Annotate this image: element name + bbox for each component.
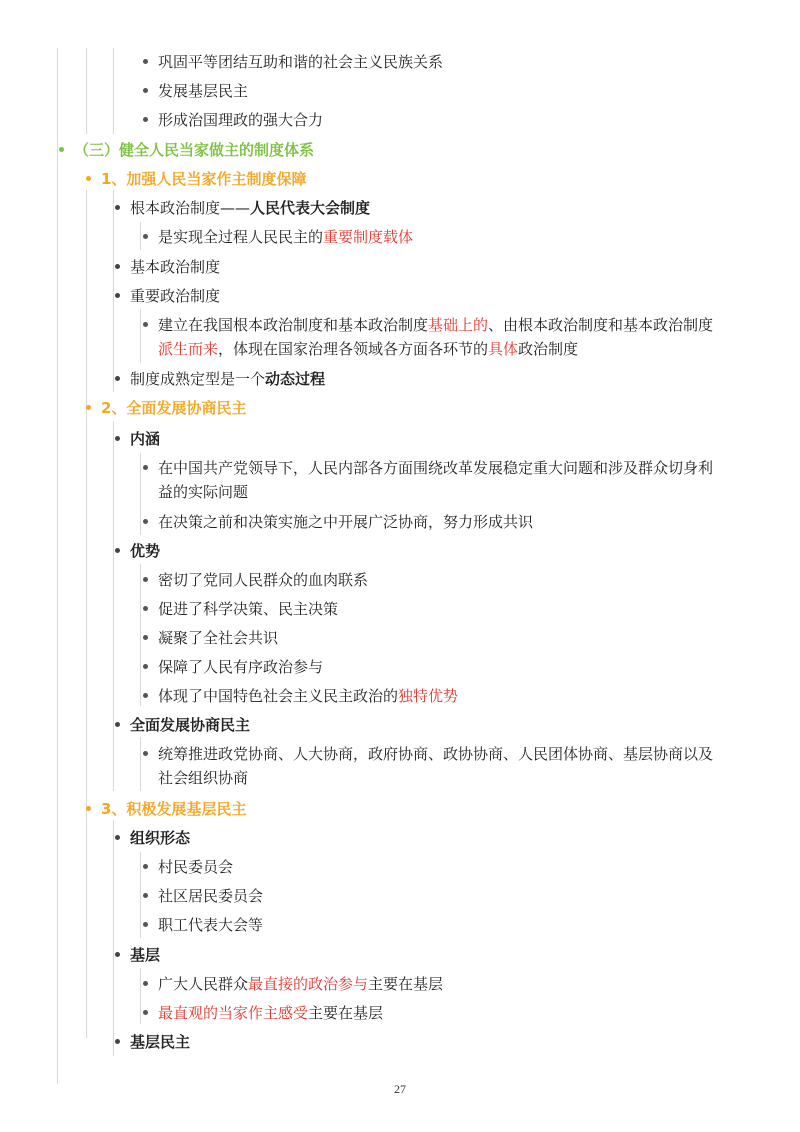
item-emphasis: 动态过程 [265, 370, 326, 388]
list-bullet [115, 1039, 120, 1044]
list-item-continuation: 社会组织协商 [158, 769, 249, 787]
list-bullet [86, 176, 91, 181]
list-item [158, 972, 443, 996]
list-bullet [143, 922, 148, 927]
list-bullet [143, 693, 148, 698]
subsection-heading: 3、积极发展基层民主 [101, 800, 247, 818]
list-bullet [143, 88, 148, 93]
list-item: 形成治国理政的强大合力 [158, 111, 324, 129]
item-text: 广大人民群众 [158, 975, 249, 993]
section-heading: （三）健全人民当家做主的制度体系 [74, 141, 315, 159]
outline-guide-line [86, 48, 87, 134]
list-bullet [86, 806, 91, 811]
list-bullet [143, 981, 148, 986]
list-item: 基本政治制度 [130, 258, 221, 276]
outline-guide-line [113, 48, 114, 134]
item-text: ，体现在国家治理各领域各方面各环节的 [218, 340, 489, 358]
list-item: 凝聚了全社会共识 [158, 629, 279, 647]
list-bullet [143, 1010, 148, 1015]
list-bullet [143, 606, 148, 611]
list-bullet [143, 664, 148, 669]
outline-guide-line [140, 564, 141, 706]
item-highlight: 派生而来 [158, 340, 219, 358]
list-bullet [115, 436, 120, 441]
list-item [130, 367, 325, 391]
list-item [158, 1001, 383, 1025]
item-text: 体现了中国特色社会主义民主政治的 [158, 687, 399, 705]
item-text: 、由根本政治制度和基本政治制度 [488, 316, 714, 334]
item-highlight: 最直接的政治参与 [248, 975, 369, 993]
list-bullet [143, 322, 148, 327]
subsection-heading: 1、加强人民当家作主制度保障 [101, 170, 307, 188]
outline-guide-line [86, 190, 87, 1038]
list-item: 在决策之前和决策实施之中开展广泛协商，努力形成共识 [158, 513, 534, 531]
page-number: 27 [394, 1082, 406, 1096]
outline-guide-line [140, 968, 141, 1024]
list-bullet [115, 952, 120, 957]
list-item: 发展基层民主 [158, 82, 249, 100]
list-bullet [143, 117, 148, 122]
list-item-continuation: 益的实际问题 [158, 483, 249, 501]
list-bullet [115, 205, 120, 210]
list-item [158, 225, 413, 249]
list-bullet [143, 465, 148, 470]
outline-guide-line [140, 222, 141, 250]
item-text: 是实现全过程人民民主的 [158, 228, 324, 246]
list-bullet [143, 59, 148, 64]
list-bullet [86, 405, 91, 410]
list-item: 社区居民委员会 [158, 887, 264, 905]
outline-guide-line [57, 48, 58, 1084]
list-item: 促进了科学决策、民主决策 [158, 600, 339, 618]
list-item: 村民委员会 [158, 858, 234, 876]
list-item: 密切了党同人民群众的血肉联系 [158, 571, 369, 589]
list-item: 基层 [130, 946, 161, 964]
item-highlight: 独特优势 [398, 687, 459, 705]
list-bullet [59, 147, 64, 152]
list-item: 职工代表大会等 [158, 916, 264, 934]
list-item: 统筹推进政党协商、人大协商，政府协商、政协协商、人民团体协商、基层协商以及 [158, 745, 714, 763]
item-highlight: 具体 [488, 340, 519, 358]
item-emphasis: 人民代表大会制度 [250, 199, 371, 217]
item-highlight: 重要制度载体 [323, 228, 414, 246]
list-item: 重要政治制度 [130, 287, 221, 305]
list-item: 保障了人民有序政治参与 [158, 658, 324, 676]
item-text: 主要在基层 [308, 1004, 384, 1022]
outline-guide-line [140, 852, 141, 938]
list-bullet [143, 751, 148, 756]
list-item: 在中国共产党领导下，人民内部各方面围绕改革发展稳定重大问题和涉及群众切身利 [158, 459, 714, 477]
list-bullet [143, 893, 148, 898]
list-bullet [143, 234, 148, 239]
item-text: 建立在我国根本政治制度和基本政治制度 [158, 316, 429, 334]
list-bullet [115, 722, 120, 727]
list-bullet [115, 835, 120, 840]
list-item [158, 313, 713, 337]
item-text: 主要在基层 [368, 975, 444, 993]
list-item: 全面发展协商民主 [130, 716, 251, 734]
subsection-heading: 2、全面发展协商民主 [101, 399, 247, 417]
item-text: 政治制度 [518, 340, 579, 358]
list-bullet [115, 548, 120, 553]
outline-guide-line [140, 737, 141, 791]
list-bullet [143, 635, 148, 640]
list-bullet [115, 376, 120, 381]
item-highlight: 最直观的当家作主感受 [158, 1004, 309, 1022]
list-item: 基层民主 [130, 1033, 191, 1051]
list-item: 内涵 [130, 430, 161, 448]
list-item: 巩固平等团结互助和谐的社会主义民族关系 [158, 53, 444, 71]
list-item-continuation [158, 337, 578, 361]
list-bullet [143, 577, 148, 582]
item-text: 制度成熟定型是一个 [130, 370, 266, 388]
list-item [158, 684, 458, 708]
list-bullet [143, 864, 148, 869]
list-bullet [143, 519, 148, 524]
list-item [130, 196, 370, 220]
item-text: 根本政治制度—— [130, 199, 251, 217]
outline-guide-line [140, 309, 141, 363]
outline-guide-line [113, 820, 114, 1056]
outline-guide-line [140, 453, 141, 535]
list-bullet [115, 293, 120, 298]
list-bullet [115, 264, 120, 269]
outline-guide-line [113, 190, 114, 392]
outline-guide-line [113, 421, 114, 791]
item-highlight: 基础上的 [428, 316, 489, 334]
list-item: 优势 [130, 542, 161, 560]
list-item: 组织形态 [130, 829, 191, 847]
